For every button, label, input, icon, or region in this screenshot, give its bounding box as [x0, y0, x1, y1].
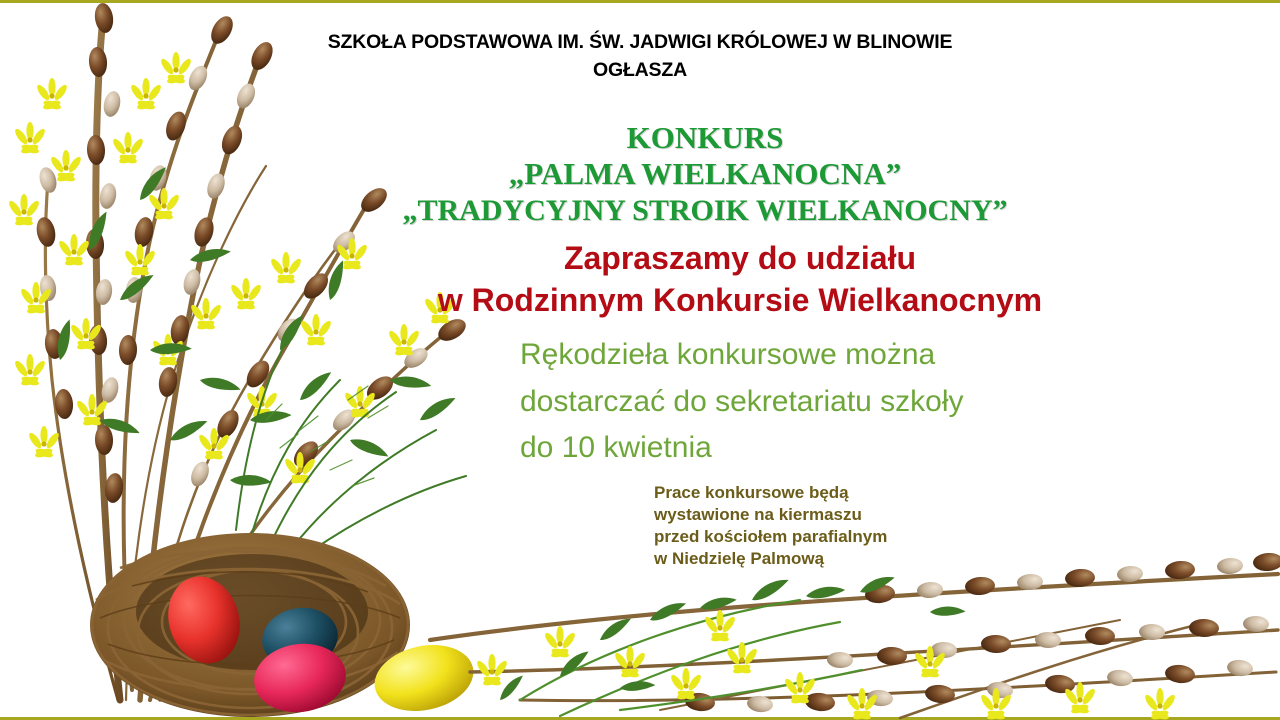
- contest-name-stroik: „TRADYCYJNY STROIK WIELKANOCNY”: [402, 193, 1008, 227]
- note-line-2: wystawione na kiermaszu: [654, 505, 862, 525]
- announces-line: OGŁASZA: [593, 59, 687, 82]
- note-line-4: w Niedzielę Palmową: [654, 549, 825, 569]
- contest-word: KONKURS: [626, 120, 784, 155]
- invitation-line-2: w Rodzinnym Konkursie Wielkanocnym: [437, 281, 1043, 318]
- delivery-deadline: do 10 kwietnia: [520, 431, 712, 464]
- delivery-line-2: dostarczać do sekretariatu szkoły: [520, 384, 964, 418]
- delivery-line-1: Rękodzieła konkursowe można: [520, 338, 936, 371]
- school-name-line: SZKOŁA PODSTAWOWA IM. ŚW. JADWIGI KRÓLOWEJ W BLINOWIE: [327, 31, 953, 53]
- contest-name-palma: „PALMA WIELKANOCNA”: [508, 156, 902, 192]
- note-line-1: Prace konkursowe będą: [654, 483, 849, 502]
- note-line-3: przed kościołem parafialnym: [654, 527, 888, 547]
- invitation-line-1: Zapraszamy do udziału: [563, 240, 917, 276]
